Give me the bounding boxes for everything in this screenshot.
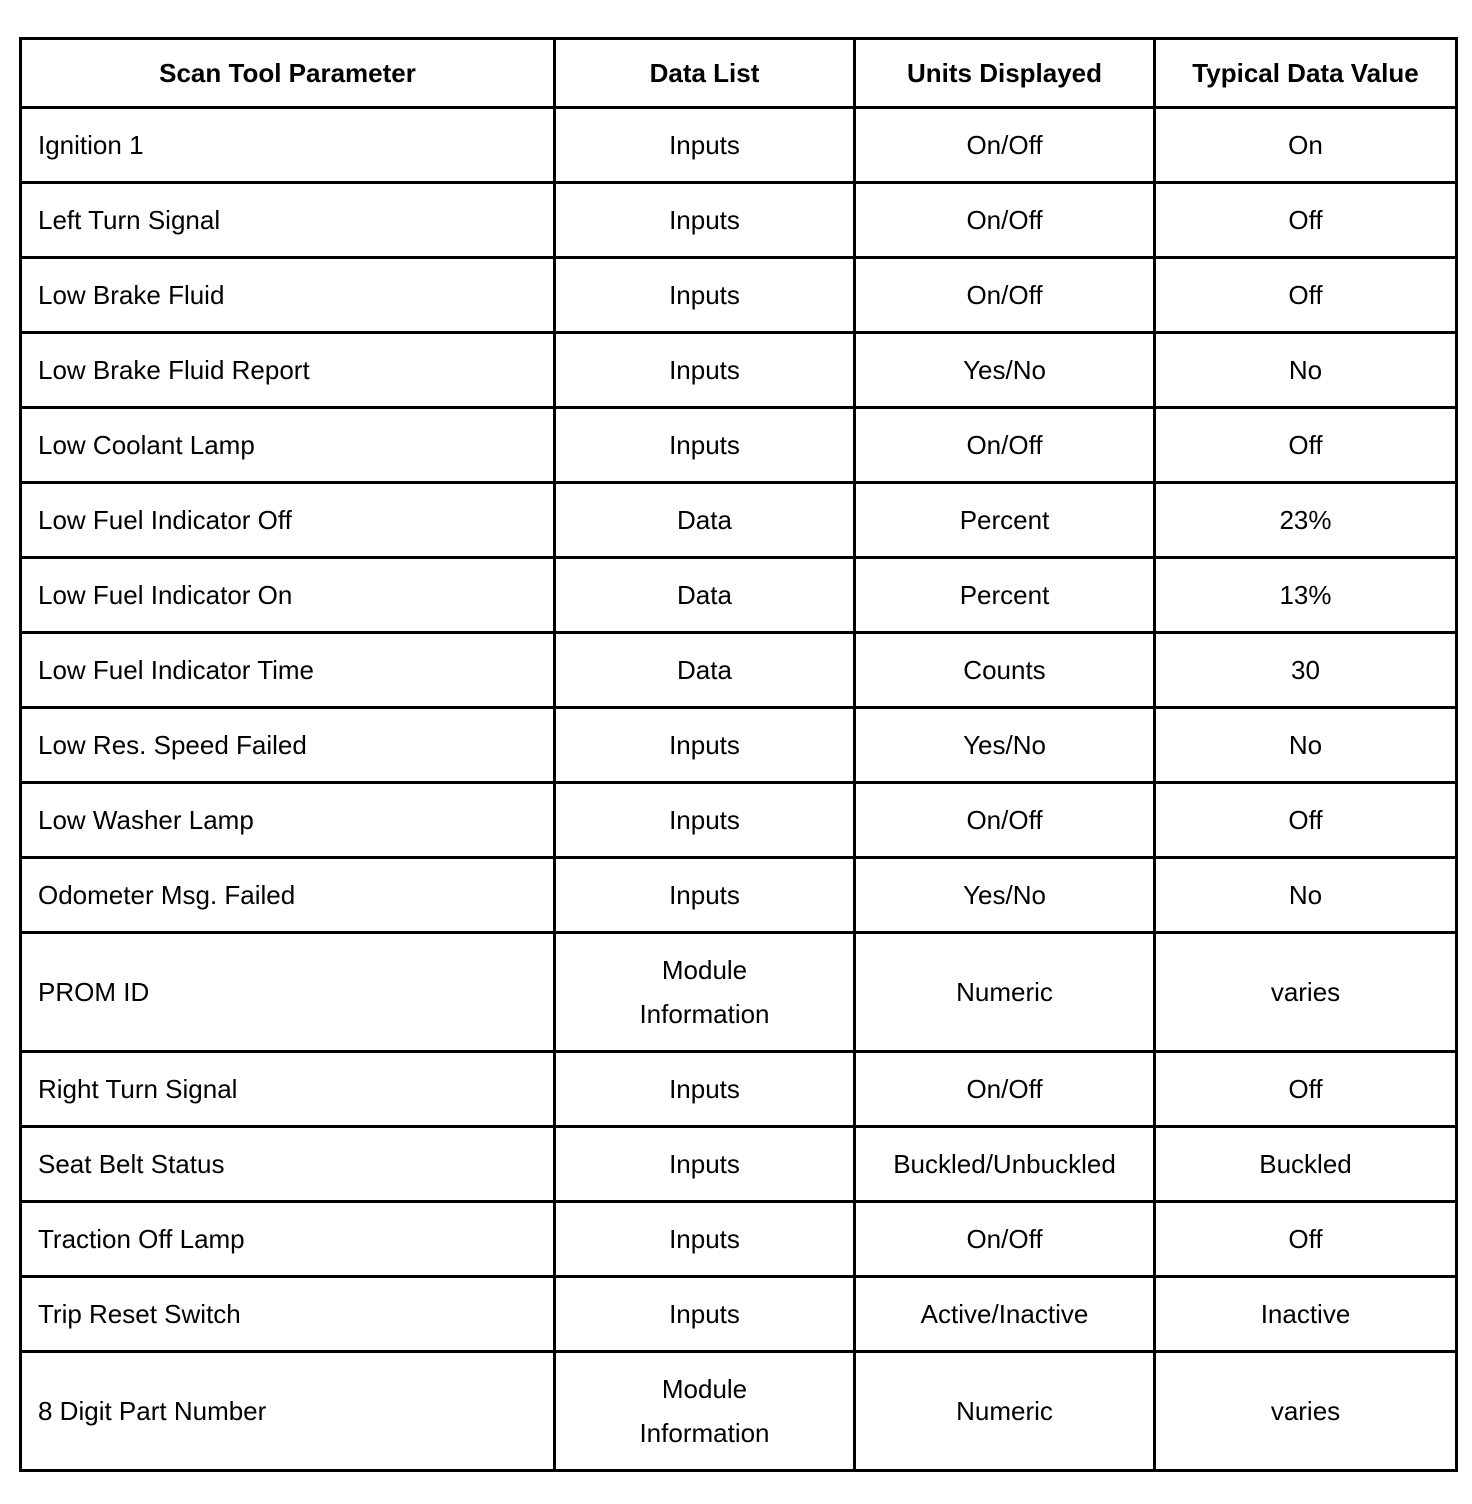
cell-data-list: Inputs: [555, 708, 855, 783]
cell-typical-value: 30: [1155, 633, 1457, 708]
cell-data-list: [555, 1352, 855, 1471]
table-row: [21, 483, 1457, 558]
cell-typical-value: No: [1155, 708, 1457, 783]
cell-data-list: Inputs: [555, 183, 855, 258]
cell-units: Yes/No: [855, 858, 1155, 933]
cell-units: On/Off: [855, 1202, 1155, 1277]
cell-parameter: Low Fuel Indicator On: [21, 558, 555, 633]
column-header-parameter: Scan Tool Parameter: [21, 39, 555, 108]
cell-typical-value: varies: [1155, 1352, 1457, 1471]
cell-units: Yes/No: [855, 708, 1155, 783]
column-header-units: Units Displayed: [855, 39, 1155, 108]
cell-typical-value: Off: [1155, 258, 1457, 333]
cell-typical-value: Off: [1155, 408, 1457, 483]
cell-data-list: Inputs: [555, 858, 855, 933]
table-row: [21, 183, 1457, 258]
cell-parameter: Low Coolant Lamp: [21, 408, 555, 483]
cell-data-list: Inputs: [555, 783, 855, 858]
cell-units: On/Off: [855, 258, 1155, 333]
cell-data-list: Inputs: [555, 108, 855, 183]
cell-parameter: PROM ID: [21, 933, 555, 1052]
cell-parameter: Odometer Msg. Failed: [21, 858, 555, 933]
cell-line: Information: [639, 999, 770, 1029]
cell-parameter: Low Brake Fluid: [21, 258, 555, 333]
cell-units: On/Off: [855, 108, 1155, 183]
cell-typical-value: 13%: [1155, 558, 1457, 633]
cell-units: Counts: [855, 633, 1155, 708]
cell-data-list: Inputs: [555, 1277, 855, 1352]
table-row: [21, 558, 1457, 633]
cell-data-list: [555, 933, 855, 1052]
cell-parameter: 8 Digit Part Number: [21, 1352, 555, 1471]
table-row: [21, 408, 1457, 483]
table-row: [21, 933, 1457, 1052]
cell-typical-value: Off: [1155, 183, 1457, 258]
cell-typical-value: varies: [1155, 933, 1457, 1052]
table-row: [21, 333, 1457, 408]
cell-parameter: Low Res. Speed Failed: [21, 708, 555, 783]
cell-typical-value: Off: [1155, 1202, 1457, 1277]
cell-parameter: Low Fuel Indicator Off: [21, 483, 555, 558]
cell-data-list: Inputs: [555, 258, 855, 333]
cell-parameter: Left Turn Signal: [21, 183, 555, 258]
scan-tool-data-table: [19, 37, 1458, 1472]
cell-typical-value: No: [1155, 333, 1457, 408]
table-row: [21, 1052, 1457, 1127]
table-row: [21, 858, 1457, 933]
cell-units: Active/Inactive: [855, 1277, 1155, 1352]
cell-parameter: Ignition 1: [21, 108, 555, 183]
table-row: [21, 708, 1457, 783]
column-header-typical-value: Typical Data Value: [1155, 39, 1457, 108]
table-row: [21, 783, 1457, 858]
cell-typical-value: No: [1155, 858, 1457, 933]
cell-data-list: Data: [555, 633, 855, 708]
cell-data-list: Inputs: [555, 1127, 855, 1202]
table-body: [21, 108, 1457, 1471]
scan-tool-data-table-container: [19, 37, 1455, 1472]
cell-data-list: Data: [555, 558, 855, 633]
cell-parameter: Trip Reset Switch: [21, 1277, 555, 1352]
cell-data-list: Inputs: [555, 408, 855, 483]
cell-parameter: Low Washer Lamp: [21, 783, 555, 858]
table-row: [21, 1352, 1457, 1471]
table-row: [21, 258, 1457, 333]
cell-units: Percent: [855, 483, 1155, 558]
cell-parameter: Seat Belt Status: [21, 1127, 555, 1202]
cell-units: On/Off: [855, 183, 1155, 258]
cell-units: Percent: [855, 558, 1155, 633]
cell-typical-value: Buckled: [1155, 1127, 1457, 1202]
cell-parameter: Traction Off Lamp: [21, 1202, 555, 1277]
cell-data-list: Data: [555, 483, 855, 558]
cell-line: Module: [661, 955, 748, 985]
table-row: [21, 1127, 1457, 1202]
column-header-data-list: Data List: [555, 39, 855, 108]
table-header-row: [21, 39, 1457, 108]
cell-parameter: Low Fuel Indicator Time: [21, 633, 555, 708]
cell-data-list: Inputs: [555, 333, 855, 408]
table-row: [21, 1202, 1457, 1277]
cell-units: On/Off: [855, 1052, 1155, 1127]
cell-line: Module: [661, 1374, 748, 1404]
cell-units: Buckled/Unbuckled: [855, 1127, 1155, 1202]
cell-typical-value: Inactive: [1155, 1277, 1457, 1352]
cell-units: On/Off: [855, 783, 1155, 858]
cell-typical-value: 23%: [1155, 483, 1457, 558]
cell-line: Information: [639, 1418, 770, 1448]
cell-units: Yes/No: [855, 333, 1155, 408]
cell-units: Numeric: [855, 1352, 1155, 1471]
table-row: [21, 1277, 1457, 1352]
table-row: [21, 633, 1457, 708]
cell-typical-value: Off: [1155, 783, 1457, 858]
cell-typical-value: On: [1155, 108, 1457, 183]
cell-typical-value: Off: [1155, 1052, 1457, 1127]
cell-data-list: Inputs: [555, 1052, 855, 1127]
cell-parameter: Right Turn Signal: [21, 1052, 555, 1127]
table-row: [21, 108, 1457, 183]
cell-units: On/Off: [855, 408, 1155, 483]
cell-units: Numeric: [855, 933, 1155, 1052]
cell-data-list: Inputs: [555, 1202, 855, 1277]
cell-parameter: Low Brake Fluid Report: [21, 333, 555, 408]
